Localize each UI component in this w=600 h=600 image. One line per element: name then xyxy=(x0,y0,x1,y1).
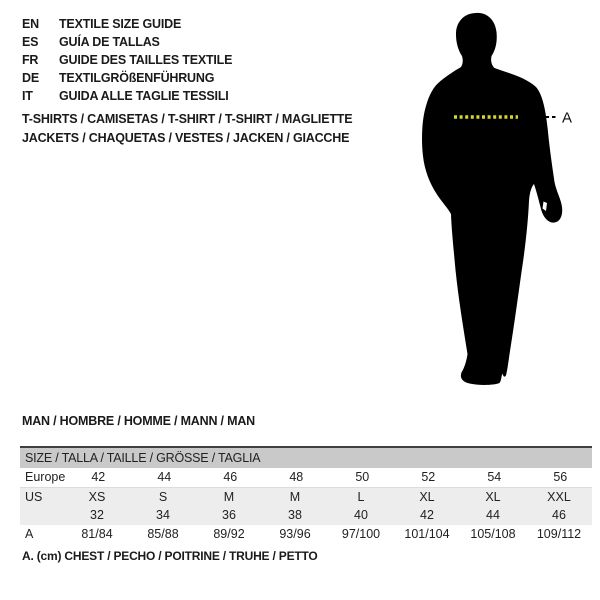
row-label: US xyxy=(25,490,43,504)
size-cell: 93/96 xyxy=(279,527,311,541)
size-cell: 40 xyxy=(354,508,368,522)
language-code: FR xyxy=(22,53,39,67)
table-row-numeric xyxy=(20,506,592,525)
language-row-it xyxy=(22,87,232,105)
table-row-us xyxy=(20,487,592,506)
language-list xyxy=(22,15,232,105)
language-code: ES xyxy=(22,35,39,49)
language-code: DE xyxy=(22,71,39,85)
row-label: A xyxy=(25,527,34,541)
size-cell: 32 xyxy=(90,508,104,522)
size-cell: 101/104 xyxy=(404,527,450,541)
size-cell: 44 xyxy=(157,470,172,484)
table-row-chest-cm xyxy=(20,525,592,544)
size-cell: 46 xyxy=(223,470,238,484)
category-line-tshirts: T-SHIRTS / CAMISETAS / T-SHIRT / T-SHIRT / MAGLIETTE xyxy=(22,112,353,126)
table-row-europe xyxy=(20,468,592,487)
size-cell: 81/84 xyxy=(81,527,113,541)
size-cell: XL xyxy=(485,490,501,504)
size-cell: 89/92 xyxy=(213,527,245,541)
language-title: TEXTILE SIZE GUIDE xyxy=(59,17,182,31)
size-cell: 105/108 xyxy=(470,527,516,541)
size-cell: 34 xyxy=(156,508,170,522)
size-cell: 109/112 xyxy=(536,527,582,541)
language-row-en xyxy=(22,15,232,33)
language-title: GUIDE DES TAILLES TEXTILE xyxy=(59,53,233,67)
size-cell: 38 xyxy=(288,508,302,522)
size-cell: S xyxy=(158,490,168,504)
language-title: TEXTILGRÖßENFÜHRUNG xyxy=(59,71,215,85)
section-title-man: MAN / HOMBRE / HOMME / MANN / MAN xyxy=(22,414,255,428)
measure-label-a: A xyxy=(562,109,573,127)
size-cell: L xyxy=(357,490,365,504)
garment-categories xyxy=(22,110,352,148)
size-table xyxy=(20,446,592,544)
size-cell: 54 xyxy=(487,470,502,484)
row-label: Europe xyxy=(25,470,66,484)
language-row-es xyxy=(22,33,232,51)
measurement-footnote: A. (cm) CHEST / PECHO / POITRINE / TRUHE / PETTO xyxy=(22,549,318,563)
size-table-header: SIZE / TALLA / TAILLE / GRÖSSE / TAGLIA xyxy=(20,448,592,468)
size-cell: XS xyxy=(88,490,106,504)
size-cell: 48 xyxy=(289,470,304,484)
language-row-de xyxy=(22,69,232,87)
size-cell: 42 xyxy=(420,508,434,522)
size-cell: 52 xyxy=(421,470,436,484)
row-label xyxy=(20,506,64,525)
size-cell: 56 xyxy=(553,470,568,484)
category-line-jackets: JACKETS / CHAQUETAS / VESTES / JACKEN / GIACCHE xyxy=(22,131,350,145)
man-silhouette-svg xyxy=(390,0,600,400)
size-cell: 46 xyxy=(552,508,566,522)
size-cell: 44 xyxy=(486,508,500,522)
man-silhouette-figure xyxy=(390,0,600,400)
size-cell: XL xyxy=(419,490,435,504)
size-cell: M xyxy=(223,490,235,504)
size-cell: 50 xyxy=(355,470,370,484)
language-title: GUÍA DE TALLAS xyxy=(59,35,160,49)
language-code: IT xyxy=(22,89,33,103)
size-cell: 42 xyxy=(91,470,106,484)
size-cell: 36 xyxy=(222,508,236,522)
size-cell: 97/100 xyxy=(341,527,381,541)
size-cell: XXL xyxy=(547,490,571,504)
size-cell: M xyxy=(289,490,301,504)
language-code: EN xyxy=(22,17,39,31)
man-silhouette xyxy=(422,13,562,385)
size-cell: 85/88 xyxy=(147,527,179,541)
language-row-fr xyxy=(22,51,232,69)
language-title: GUIDA ALLE TAGLIE TESSILI xyxy=(59,89,229,103)
